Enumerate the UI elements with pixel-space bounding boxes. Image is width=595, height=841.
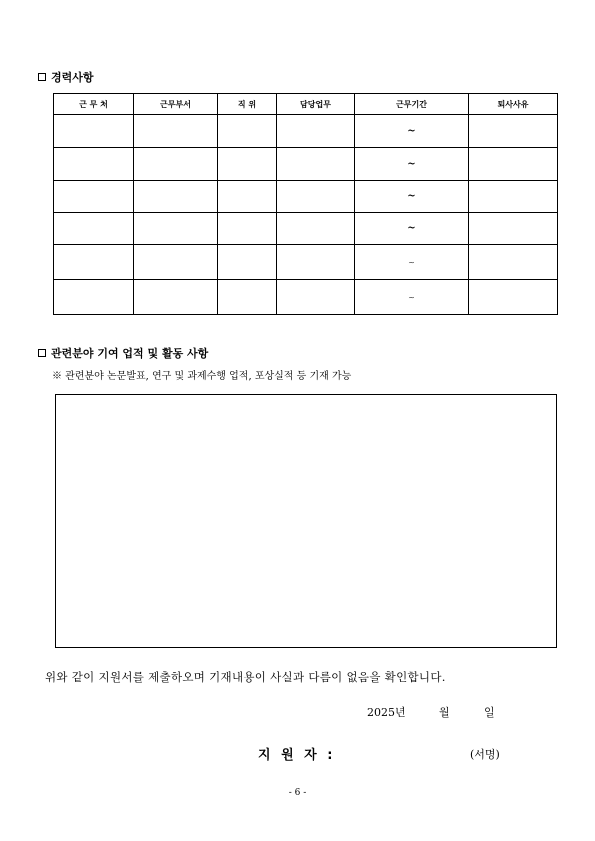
header-department: 근무부서	[134, 94, 218, 115]
page-number: - 6 -	[288, 788, 307, 798]
cell-department[interactable]	[134, 280, 218, 315]
cell-resignation-reason[interactable]	[469, 280, 558, 315]
signature-field[interactable]: (서명)	[470, 748, 500, 761]
cell-resignation-reason[interactable]	[469, 181, 558, 213]
cell-workplace[interactable]	[54, 245, 134, 280]
date-month: 월	[439, 706, 450, 719]
cell-duties[interactable]	[277, 213, 355, 245]
cell-duties[interactable]	[277, 280, 355, 315]
cell-department[interactable]	[134, 181, 218, 213]
career-table-header	[54, 94, 558, 115]
cell-workplace[interactable]	[54, 115, 134, 148]
contribution-section-title	[38, 345, 208, 361]
cell-period[interactable]: ~	[355, 213, 469, 245]
career-section-title	[38, 69, 94, 85]
cell-duties[interactable]	[277, 148, 355, 181]
contribution-section-title-text: 관련분야 기여 업적 및 활동 사항	[51, 347, 209, 360]
cell-position[interactable]	[218, 213, 277, 245]
table-row	[54, 181, 558, 213]
table-row	[54, 245, 558, 280]
applicant-label: 지 원 자 :	[258, 748, 336, 763]
table-row	[54, 115, 558, 148]
cell-duties[interactable]	[277, 181, 355, 213]
cell-position[interactable]	[218, 115, 277, 148]
checkbox-square-icon	[38, 73, 46, 81]
table-row	[54, 280, 558, 315]
career-table	[53, 93, 558, 315]
header-resignation-reason: 퇴사사유	[469, 94, 558, 115]
contribution-note: ※ 관련분야 논문발표, 연구 및 과제수행 업적, 포상실적 등 기재 가능	[52, 371, 352, 382]
cell-department[interactable]	[134, 115, 218, 148]
table-row	[54, 213, 558, 245]
cell-position[interactable]	[218, 280, 277, 315]
cell-period[interactable]: ~	[355, 280, 469, 315]
contribution-textarea[interactable]	[55, 394, 557, 648]
cell-position[interactable]	[218, 181, 277, 213]
header-workplace: 근 무 처	[54, 94, 134, 115]
cell-workplace[interactable]	[54, 213, 134, 245]
cell-workplace[interactable]	[54, 148, 134, 181]
date-year: 2025년	[367, 706, 406, 719]
cell-resignation-reason[interactable]	[469, 213, 558, 245]
cell-position[interactable]	[218, 245, 277, 280]
cell-resignation-reason[interactable]	[469, 115, 558, 148]
cell-department[interactable]	[134, 213, 218, 245]
header-duties: 담당업무	[277, 94, 355, 115]
cell-period[interactable]: ~	[355, 115, 469, 148]
career-section-title-text: 경력사항	[51, 71, 94, 84]
cell-duties[interactable]	[277, 115, 355, 148]
header-position: 직 위	[218, 94, 277, 115]
cell-duties[interactable]	[277, 245, 355, 280]
header-period: 근무기간	[355, 94, 469, 115]
date-day: 일	[484, 706, 495, 719]
cell-period[interactable]: ~	[355, 148, 469, 181]
cell-department[interactable]	[134, 245, 218, 280]
cell-workplace[interactable]	[54, 181, 134, 213]
cell-workplace[interactable]	[54, 280, 134, 315]
cell-position[interactable]	[218, 148, 277, 181]
declaration-text: 위와 같이 지원서를 제출하오며 기재내용이 사실과 다름이 없음을 확인합니다.	[45, 670, 446, 684]
cell-department[interactable]	[134, 148, 218, 181]
cell-period[interactable]: ~	[355, 181, 469, 213]
cell-resignation-reason[interactable]	[469, 245, 558, 280]
checkbox-square-icon	[38, 349, 46, 357]
cell-period[interactable]: ~	[355, 245, 469, 280]
table-row	[54, 148, 558, 181]
cell-resignation-reason[interactable]	[469, 148, 558, 181]
